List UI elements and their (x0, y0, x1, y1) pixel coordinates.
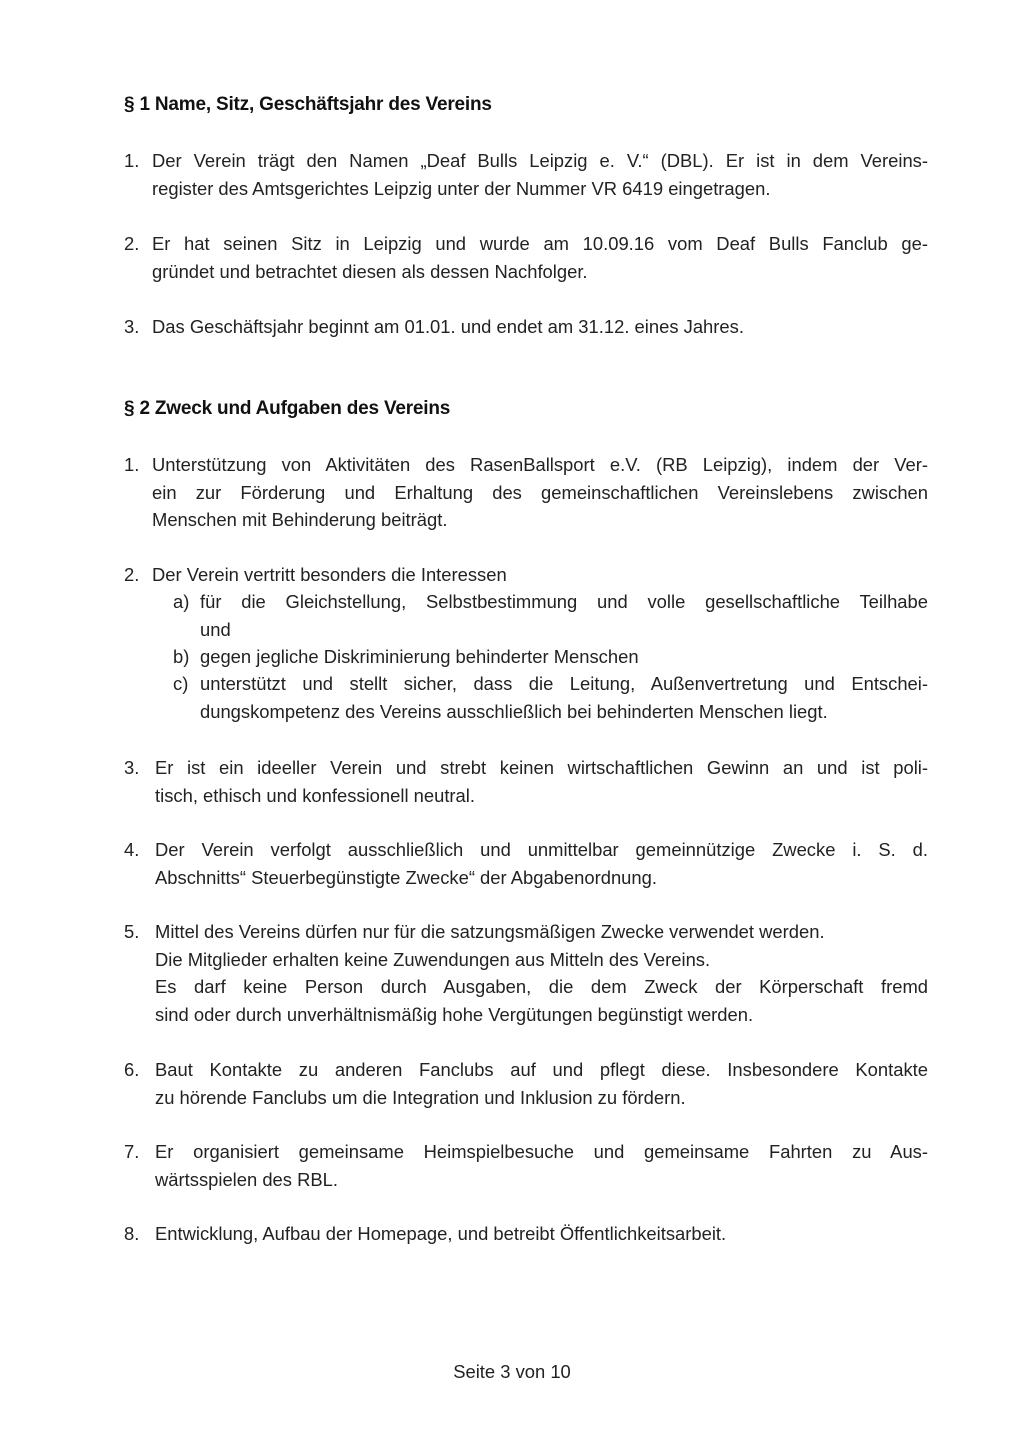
item-text-line: zu hörende Fanclubs um die Integration und Inklusion zu fördern. (155, 1086, 686, 1108)
section-heading-1: § 1 Name, Sitz, Geschäftsjahr des Vereins (124, 94, 492, 115)
item-text-line: Die Mitglieder erhalten keine Zuwendungen aus Mitteln des Vereins. (155, 948, 711, 970)
section-2-item-2-sub-b (173, 643, 928, 671)
item-text-line: Entwicklung, Aufbau der Homepage, und betreibt Öffentlichkeitsarbeit. (155, 1223, 727, 1244)
item-text-line: Er hat seinen Sitz in Leipzig und wurde am 10.09.16 vom Deaf Bulls Fanclub ge- (152, 233, 928, 254)
section-1-item-3 (124, 313, 928, 341)
item-number: 6. (124, 1059, 140, 1080)
item-text-line: gründet und betrachtet diesen als dessen Nachfolger. (152, 260, 588, 282)
item-text-line: Unterstützung von Aktivitäten des RasenBallsport e.V. (RB Leipzig), indem der Ver- (152, 454, 928, 475)
item-number: 4. (124, 839, 140, 860)
item-text-line: sind oder durch unverhältnismäßig hohe Vergütungen begünstigt werden. (155, 1003, 754, 1025)
item-text-line: Es darf keine Person durch Ausgaben, die dem Zweck der Körperschaft fremd (155, 976, 928, 997)
item-text-line: wärtsspielen des RBL. (155, 1168, 338, 1190)
section-1-item-2 (124, 230, 928, 285)
item-text-line: Menschen mit Behinderung beiträgt. (152, 509, 448, 530)
subitem-letter: c) (173, 673, 189, 694)
subitem-letter: b) (173, 646, 190, 667)
item-number: 1. (124, 150, 140, 171)
section-2-item-2-sub-a (173, 588, 928, 643)
item-number: 2. (124, 233, 140, 254)
item-text-line: ein zur Förderung und Erhaltung des gemeinschaftlichen Vereinslebens zwischen (152, 481, 928, 503)
item-text-line: Mittel des Vereins dürfen nur für die satzungsmäßigen Zwecke verwendet werden. (155, 921, 825, 942)
item-number: 3. (124, 316, 140, 337)
item-text-line: Er organisiert gemeinsame Heimspielbesuche und gemeinsame Fahrten zu Aus- (155, 1141, 928, 1162)
item-number: 8. (124, 1223, 140, 1244)
item-number: 7. (124, 1141, 140, 1162)
section-2-item-5 (124, 918, 928, 1028)
item-text-line: Abschnitts“ Steuerbegünstigte Zwecke“ der Abgabenordnung. (155, 866, 657, 888)
section-2-item-8 (124, 1220, 928, 1248)
item-text-line: register des Amtsgerichtes Leipzig unter der Nummer VR 6419 eingetragen. (152, 177, 771, 199)
section-2-item-2 (124, 561, 928, 589)
item-text-line: tisch, ethisch und konfessionell neutral. (155, 784, 475, 806)
item-number: 1. (124, 454, 140, 475)
section-2-item-1 (124, 451, 928, 534)
subitem-text-line: und (200, 618, 231, 640)
item-text-line: Das Geschäftsjahr beginnt am 01.01. und endet am 31.12. eines Jahres. (152, 316, 744, 337)
item-number: 2. (124, 564, 140, 585)
item-number: 5. (124, 921, 140, 942)
item-text-line: Er ist ein ideeller Verein und strebt keinen wirtschaftlichen Gewinn an und ist poli- (155, 757, 928, 778)
item-text-line: Der Verein verfolgt ausschließlich und unmittelbar gemeinnützige Zwecke i. S. d. (155, 839, 928, 860)
subitem-text-line: gegen jegliche Diskriminierung behinderter Menschen (200, 646, 639, 667)
section-2-item-3 (124, 754, 928, 809)
subitem-letter: a) (173, 591, 190, 612)
section-2-item-4 (124, 836, 928, 891)
item-text-line: Baut Kontakte zu anderen Fanclubs auf und pflegt diese. Insbesondere Kontakte (155, 1059, 928, 1080)
item-number: 3. (124, 757, 140, 778)
section-2-item-7 (124, 1138, 928, 1193)
section-1-item-1 (124, 147, 928, 202)
section-2-item-2-sub-c (173, 670, 928, 725)
subitem-text-line: dungskompetenz des Vereins ausschließlich bei behinderten Menschen liegt. (200, 700, 828, 722)
section-2-item-6 (124, 1056, 928, 1111)
page-number: Seite 3 von 10 (453, 1361, 571, 1382)
item-text-line: Der Verein vertritt besonders die Interessen (152, 564, 507, 585)
subitem-text-line: unterstützt und stellt sicher, dass die Leitung, Außenvertretung und Entschei- (200, 673, 928, 694)
section-heading-2: § 2 Zweck und Aufgaben des Vereins (124, 398, 451, 419)
item-text-line: Der Verein trägt den Namen „Deaf Bulls Leipzig e. V.“ (DBL). Er ist in dem Vereins- (152, 150, 928, 171)
subitem-text-line: für die Gleichstellung, Selbstbestimmung und volle gesellschaftliche Teilhabe (200, 591, 928, 612)
